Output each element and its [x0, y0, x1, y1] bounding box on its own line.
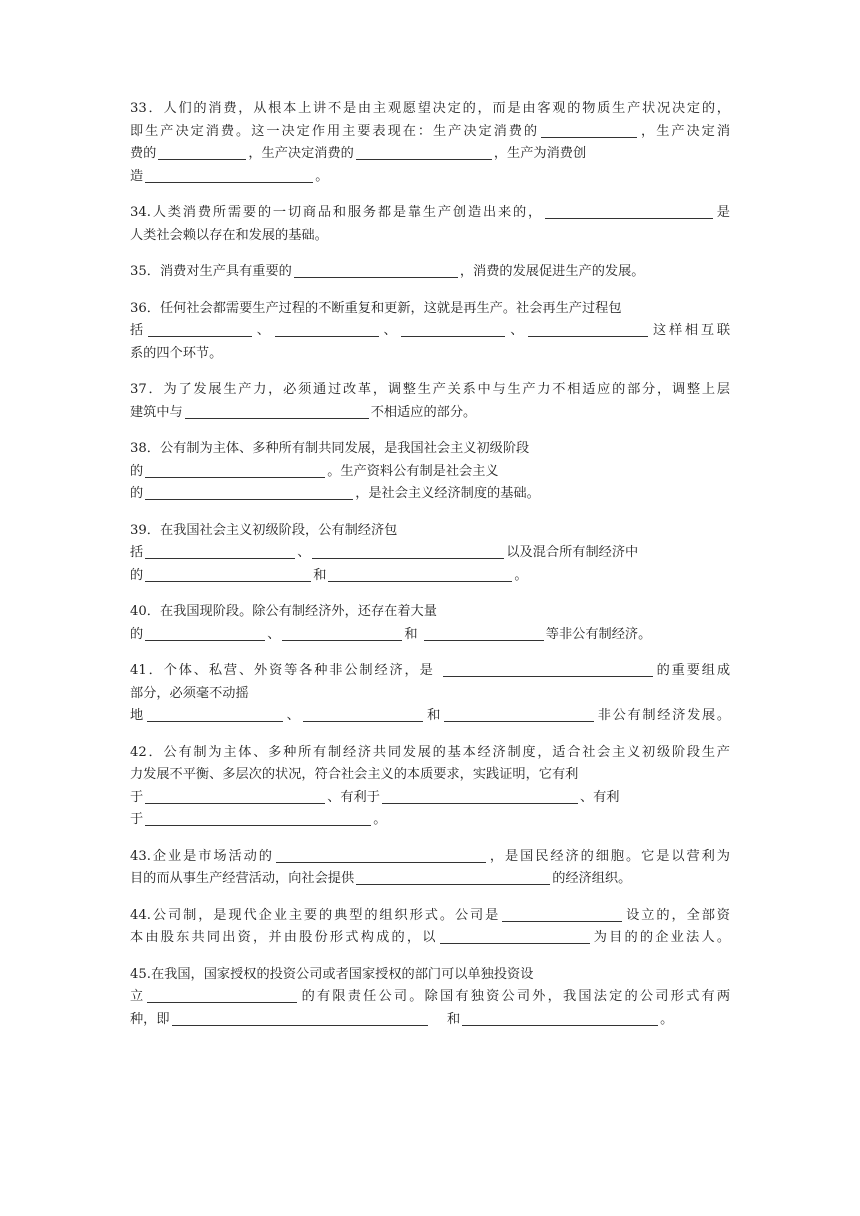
question-line — [130, 846, 730, 869]
question-line — [130, 379, 730, 402]
question-text: ，生产决定消费的 — [248, 146, 354, 161]
question-text: 括 — [130, 545, 144, 560]
answer-blank[interactable] — [440, 928, 590, 944]
question-text: ，消费的发展促进生产的发展。 — [459, 264, 645, 279]
answer-blank[interactable] — [145, 788, 325, 804]
question-line — [130, 742, 730, 765]
answer-blank[interactable] — [276, 847, 486, 863]
question-text: 。生产资料公有制是社会主义 — [327, 463, 499, 479]
question-text: 、 — [267, 626, 281, 642]
question-text: 的经济组织。 — [552, 871, 632, 886]
question-45 — [130, 964, 730, 1032]
question-41 — [130, 660, 730, 728]
question-text: ，生产决定消 — [639, 123, 731, 139]
question-text: 于 — [130, 812, 144, 827]
question-text: 。 — [373, 812, 387, 827]
question-text: 这样相互联 — [650, 323, 731, 338]
answer-blank[interactable] — [172, 1010, 428, 1026]
question-line — [130, 764, 730, 787]
question-33 — [130, 98, 730, 188]
question-text: 36．任何社会都需要生产过程的不断重复和更新，这就是再生产。社会再生产过程包 — [130, 300, 622, 316]
question-text: 34.人类消费所需要的一切商品和服务都是靠生产创造出来的， — [130, 205, 543, 220]
question-text: 、 — [507, 323, 527, 338]
question-text: 本由股东共同出资，并由股份形式构成的，以 — [130, 930, 438, 945]
question-40 — [130, 601, 730, 646]
question-line — [130, 320, 730, 343]
answer-blank[interactable] — [462, 1010, 658, 1026]
answer-blank[interactable] — [147, 987, 297, 1003]
question-text: 。 — [315, 168, 329, 184]
question-line — [130, 202, 730, 225]
question-text: 以及混合所有制经济中 — [506, 545, 639, 560]
question-line — [130, 660, 730, 683]
question-line — [130, 166, 730, 189]
question-text: 、有利 — [579, 789, 620, 805]
question-line — [130, 905, 730, 928]
question-text: 、 — [284, 708, 302, 723]
question-text: 造 — [130, 168, 144, 184]
question-line — [130, 542, 730, 565]
question-38 — [130, 438, 730, 506]
question-text: 为目的的企业法人。 — [591, 930, 731, 945]
question-text: 不相适应的部分。 — [370, 404, 477, 420]
answer-blank[interactable] — [145, 484, 353, 500]
answer-blank[interactable] — [528, 321, 648, 337]
answer-blank[interactable] — [145, 625, 265, 641]
question-line — [130, 986, 730, 1009]
question-text: 39．在我国社会主义初级阶段，公有制经济包 — [130, 522, 398, 538]
question-text: 33．人们的消费，从根本上讲不是由主观愿望决定的，而是由客观的物质生产状况决定的， — [130, 101, 730, 116]
answer-blank[interactable] — [356, 144, 492, 160]
answer-blank[interactable] — [282, 625, 402, 641]
question-text: 地 — [130, 708, 145, 723]
question-39 — [130, 520, 730, 588]
question-text: 、 — [253, 323, 273, 338]
question-text: 目的而从事生产经营活动，向社会提供 — [130, 871, 355, 886]
question-line — [130, 927, 730, 950]
question-line — [130, 705, 730, 728]
question-line — [130, 121, 730, 144]
question-line — [130, 809, 730, 832]
question-line — [130, 964, 730, 987]
answer-blank[interactable] — [148, 321, 252, 337]
question-line — [130, 624, 730, 647]
question-text: 38．公有制为主体、多种所有制共同发展，是我国社会主义初级阶段 — [130, 441, 530, 456]
question-line — [130, 787, 730, 810]
question-line — [130, 1009, 730, 1032]
question-text: 和 — [313, 567, 327, 583]
question-text: 的 — [130, 486, 144, 501]
question-text: 41．个体、私营、外资等各种非公制经济，是 — [130, 663, 441, 678]
question-text: 种，即 — [130, 1011, 170, 1027]
question-43 — [130, 846, 730, 891]
answer-blank[interactable] — [158, 144, 246, 160]
question-line — [130, 298, 730, 321]
answer-blank[interactable] — [145, 566, 311, 582]
answer-blank[interactable] — [185, 403, 369, 419]
question-text: ，是社会主义经济制度的基础。 — [355, 486, 540, 501]
question-text: 42．公有制为主体、多种所有制经济共同发展的基本经济制度，适合社会主义初级阶段生产 — [130, 744, 730, 760]
question-text: 等非公有制经济。 — [545, 626, 652, 642]
answer-blank[interactable] — [444, 706, 594, 722]
question-text: 非公有制经济发展。 — [596, 708, 731, 723]
question-text: 。 — [514, 567, 528, 583]
answer-blank[interactable] — [502, 906, 622, 922]
question-text: 43.企业是市场活动的 — [130, 848, 274, 864]
question-text: 、 — [380, 323, 400, 338]
question-text: 力发展不平衡、多层次的状况，符合社会主义的本质要求，实践证明，它有利 — [130, 767, 579, 782]
question-text: 立 — [130, 989, 146, 1004]
question-text: 、 — [297, 545, 311, 560]
question-line — [130, 225, 730, 248]
answer-blank[interactable] — [328, 566, 512, 582]
question-text: 的 — [130, 626, 144, 642]
question-text: 和 — [425, 708, 443, 723]
question-text: 的有限责任公司。除国有独资公司外，我国法定的公司形式有两 — [299, 989, 731, 1004]
question-line — [130, 683, 730, 706]
answer-blank[interactable] — [294, 262, 458, 278]
answer-blank[interactable] — [275, 321, 379, 337]
question-text: 44.公司制，是现代企业主要的典型的组织形式。公司是 — [130, 907, 501, 923]
question-44 — [130, 905, 730, 950]
question-35 — [130, 261, 730, 284]
question-line — [130, 143, 730, 166]
answer-blank[interactable] — [545, 203, 713, 219]
answer-blank[interactable] — [145, 167, 313, 183]
question-34 — [130, 202, 730, 247]
answer-blank[interactable] — [145, 462, 325, 478]
answer-blank[interactable] — [145, 543, 295, 559]
question-36 — [130, 298, 730, 366]
question-line — [130, 402, 730, 425]
question-line — [130, 520, 730, 543]
answer-blank[interactable] — [145, 810, 371, 826]
question-text: 。 — [660, 1011, 674, 1027]
question-line — [130, 461, 730, 484]
question-text: 45.在我国，国家授权的投资公司或者国家授权的部门可以单独投资设 — [130, 966, 534, 982]
question-text: 和 — [404, 626, 422, 642]
question-text: 建筑中与 — [130, 404, 183, 420]
question-42 — [130, 742, 730, 832]
answer-blank[interactable] — [443, 661, 653, 677]
question-text: 40．在我国现阶段。除公有制经济外，还存在着大量 — [130, 604, 437, 619]
question-text: 、有利于 — [327, 789, 380, 805]
question-text: 系的四个环节。 — [130, 345, 223, 361]
answer-blank[interactable] — [356, 869, 550, 885]
answer-blank[interactable] — [541, 122, 637, 138]
question-text: 的 — [130, 463, 144, 479]
question-text: 人类社会赖以存在和发展的基础。 — [130, 227, 328, 243]
question-text: 即生产决定消费。这一决定作用主要表现在：生产决定消费的 — [130, 123, 540, 139]
answer-blank[interactable] — [312, 543, 504, 559]
question-text: 和 — [429, 1011, 461, 1027]
question-text: ，是国民经济的细胞。它是以营利为 — [487, 848, 730, 864]
answer-blank[interactable] — [424, 625, 544, 641]
question-line — [130, 601, 730, 624]
question-line — [130, 483, 730, 506]
question-text: 费的 — [130, 146, 157, 161]
question-text: 括 — [130, 323, 146, 338]
question-text: 的 — [130, 567, 144, 583]
question-line — [130, 565, 730, 588]
answer-blank[interactable] — [382, 788, 578, 804]
question-text: 设立的，全部资 — [624, 907, 730, 923]
question-text: 37．为了发展生产力，必须通过改革，调整生产关系中与生产力不相适应的部分，调整上层 — [130, 382, 730, 397]
question-line — [130, 343, 730, 366]
question-line — [130, 261, 730, 284]
answer-blank[interactable] — [401, 321, 505, 337]
question-text: 35．消费对生产具有重要的 — [130, 264, 292, 279]
question-line — [130, 98, 730, 121]
answer-blank[interactable] — [147, 706, 283, 722]
question-text: 的重要组成 — [654, 663, 731, 678]
question-line — [130, 438, 730, 461]
question-text: 是 — [714, 205, 730, 220]
question-line — [130, 868, 730, 891]
question-text: 部分，必须毫不动摇 — [130, 685, 249, 701]
answer-blank[interactable] — [303, 706, 423, 722]
question-37 — [130, 379, 730, 424]
worksheet — [130, 98, 730, 1045]
question-text: 于 — [130, 789, 144, 805]
question-text: ，生产为消费创 — [493, 146, 587, 161]
